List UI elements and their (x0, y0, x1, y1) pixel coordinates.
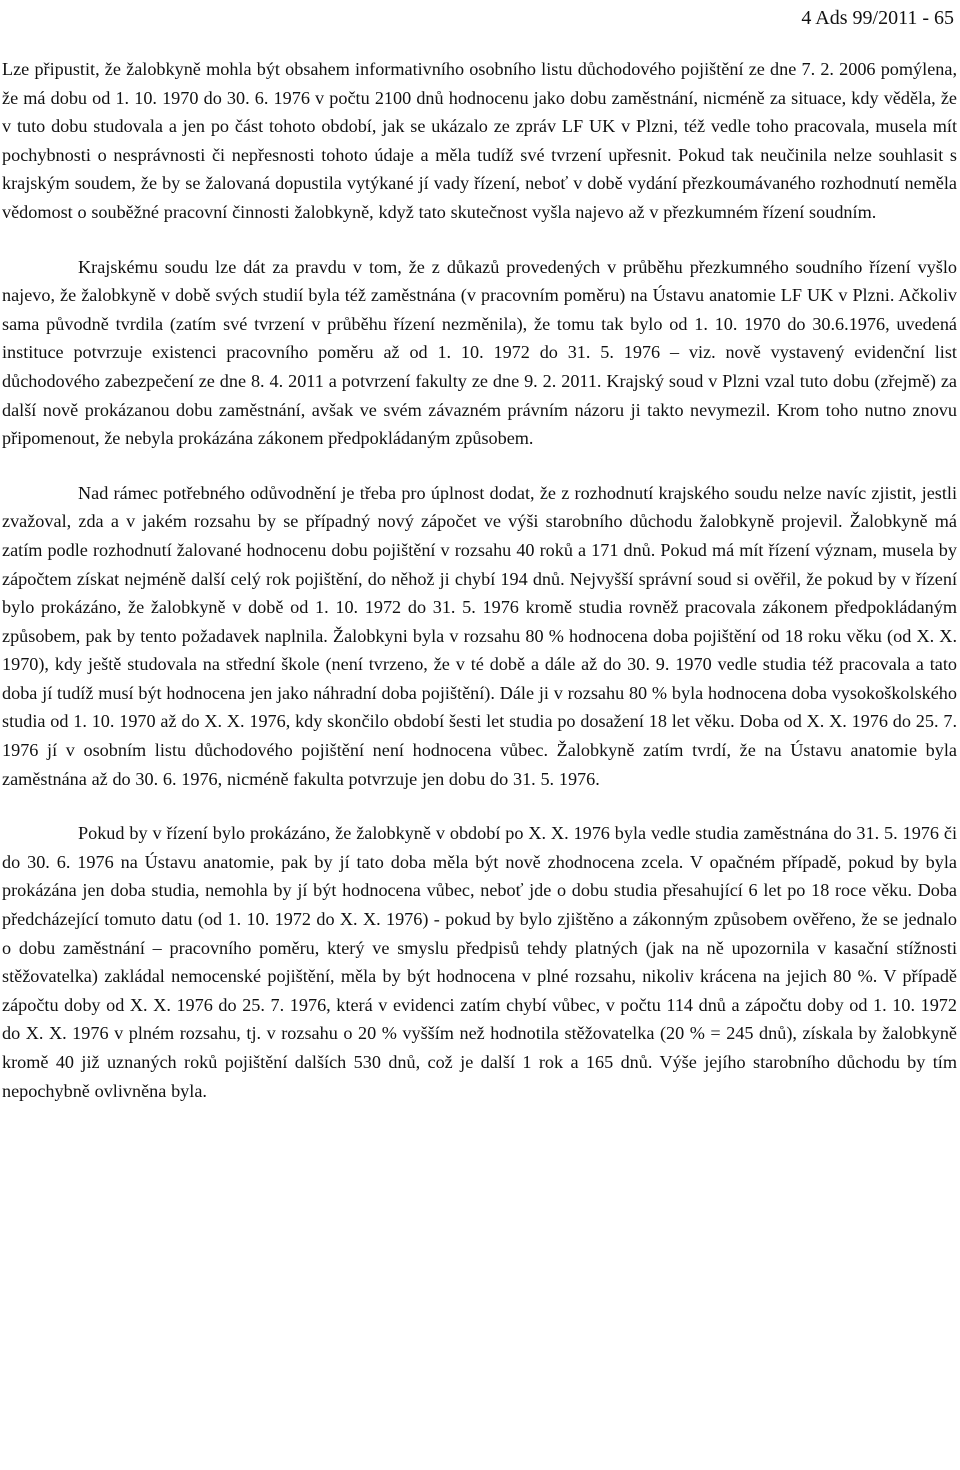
paragraph-3: Nad rámec potřebného odůvodnění je třeba pro úplnost dodat, že z rozhodnutí krajského soudu nelze navíc zjistit, jestli zvažoval, zda a v jakém rozsahu by se případný nový zápočet ve výši starobního důchodu žalobkyně projevil. Žalobkyně má zatím podle rozhodnutí žalované hodnocenu dobu pojištění v rozsahu 40 roků a 171 dnů. Pokud má mít řízení význam, musela by zápočtem získat nejméně další celý rok pojištění, do něhož ji chybí 194 dnů. Nejvyšší správní soud si ověřil, že pokud by v řízení bylo prokázáno, že žalobkyně v době od 1. 10. 1972 do 31. 5. 1976 kromě studia rovněž pracovala zákonem předpokládaným způsobem, pak by tento požadavek naplnila. Žalobkyni byla v rozsahu 80 % hodnocena doba pojištění od 18 roku věku (od X. X. 1970), kdy ještě studovala na střední škole (není tvrzeno, že v té době a dále až do 30. 9. 1970 vedle studia též pracovala a tato doba jí tudíž musí být hodnocena jen jako náhradní doba pojištění). Dále ji v rozsahu 80 % byla hodnocena doba vysokoškolského studia od 1. 10. 1970 až do X. X. 1976, kdy skončilo období šesti let studia po dosažení 18 let věku. Doba od X. X. 1976 do 25. 7. 1976 jí v osobním listu důchodového pojištění není hodnocena vůbec. Žalobkyně zatím tvrdí, že na Ústavu anatomie byla zaměstnána až do 30. 6. 1976, nicméně fakulta potvrzuje jen dobu do 31. 5. 1976. (2, 482, 957, 789)
paragraph-2: Krajskému soudu lze dát za pravdu v tom, že z důkazů provedených v průběhu přezkumného soudního řízení vyšlo najevo, že žalobkyně v době svých studií byla též zaměstnána (v pracovním poměru) na Ústavu anatomie LF UK v Plzni. Ačkoliv sama původně tvrdila (zatím své tvrzení v průběhu řízení nezměnila), že tomu tak bylo od 1. 10. 1970 do 30.6.1976, uvedená instituce potvrzuje existenci pracovního poměru až od 1. 10. 1972 do 31. 5. 1976 – viz. nově vystavený evidenční list důchodového zabezpečení ze dne 8. 4. 2011 a potvrzení fakulty ze dne 9. 2. 2011. Krajský soud v Plzni vzal tuto dobu (zřejmě) za další nově prokázanou dobu zaměstnání, avšak ve svém závazném právním názoru ji takto nevymezil. Krom toho nutno znovu připomenout, že nebyla prokázána zákonem předpokládaným způsobem. (2, 256, 957, 449)
document-body (2, 55, 957, 1105)
paragraph-4: Pokud by v řízení bylo prokázáno, že žalobkyně v období po X. X. 1976 byla vedle studia zaměstnána do 31. 5. 1976 či do 30. 6. 1976 na Ústavu anatomie, pak by jí tato doba měla být nově zhodnocena zcela. V opačném případě, pokud by byla prokázána jen doba studia, nemohla by jí být hodnocena vůbec, neboť jde o dobu studia přesahující 6 let po 18 roce věku. Doba předcházející tomuto datu (od 1. 10. 1972 do X. X. 1976) - pokud by bylo zjištěno a zákonným způsobem ověřeno, že se jednalo o dobu zaměstnání – pracovního poměru, který ve smyslu předpisů tehdy platných (jak na ně upozornila v kasační stížnosti stěžovatelka) zakládal nemocenské pojištění, měla by být hodnocena v plné rozsahu, nikoliv krácena na jejich 80 %. V případě zápočtu doby od X. X. 1976 do 25. 7. 1976, která v evidenci zatím chybí vůbec, v počtu 114 dnů a zápočtu doby od 1. 10. 1972 do X. X. 1976 v plném rozsahu, tj. v rozsahu o 20 % vyšším než hodnotila stěžovatelka (20 % = 245 dnů), získala by žalobkyně kromě 40 již uznaných roků pojištění dalších 530 dnů, což je další 1 rok a 165 dnů. Výše jejího starobního důchodu by tím nepochybně ovlivněna byla. (2, 823, 957, 1101)
page-header: 4 Ads 99/2011 - 65 (801, 7, 954, 29)
paragraph-1: Lze připustit, že žalobkyně mohla být obsahem informativního osobního listu důchodového pojištění ze dne 7. 2. 2006 pomýlena, že má dobu od 1. 10. 1970 do 30. 6. 1976 v počtu 2100 dnů hodnocenu jako dobu zaměstnání, nicméně za situace, kdy věděla, že v tuto dobu studovala a jen po část tohoto období, jak se ukázalo ze zpráv LF UK v Plzni, též vedle toho pracovala, musela mít pochybnosti o nesprávnosti či nepřesnosti tohoto údaje a měla tudíž své tvrzení upřesnit. Pokud tak neučinila nelze souhlasit s krajským soudem, že by se žalovaná dopustila vytýkané jí vady řízení, neboť v době vydání přezkoumávaného rozhodnutí neměla vědomost o souběžné pracovní činnosti žalobkyně, když tato skutečnost vyšla najevo až v přezkumném řízení soudním. (2, 59, 957, 222)
